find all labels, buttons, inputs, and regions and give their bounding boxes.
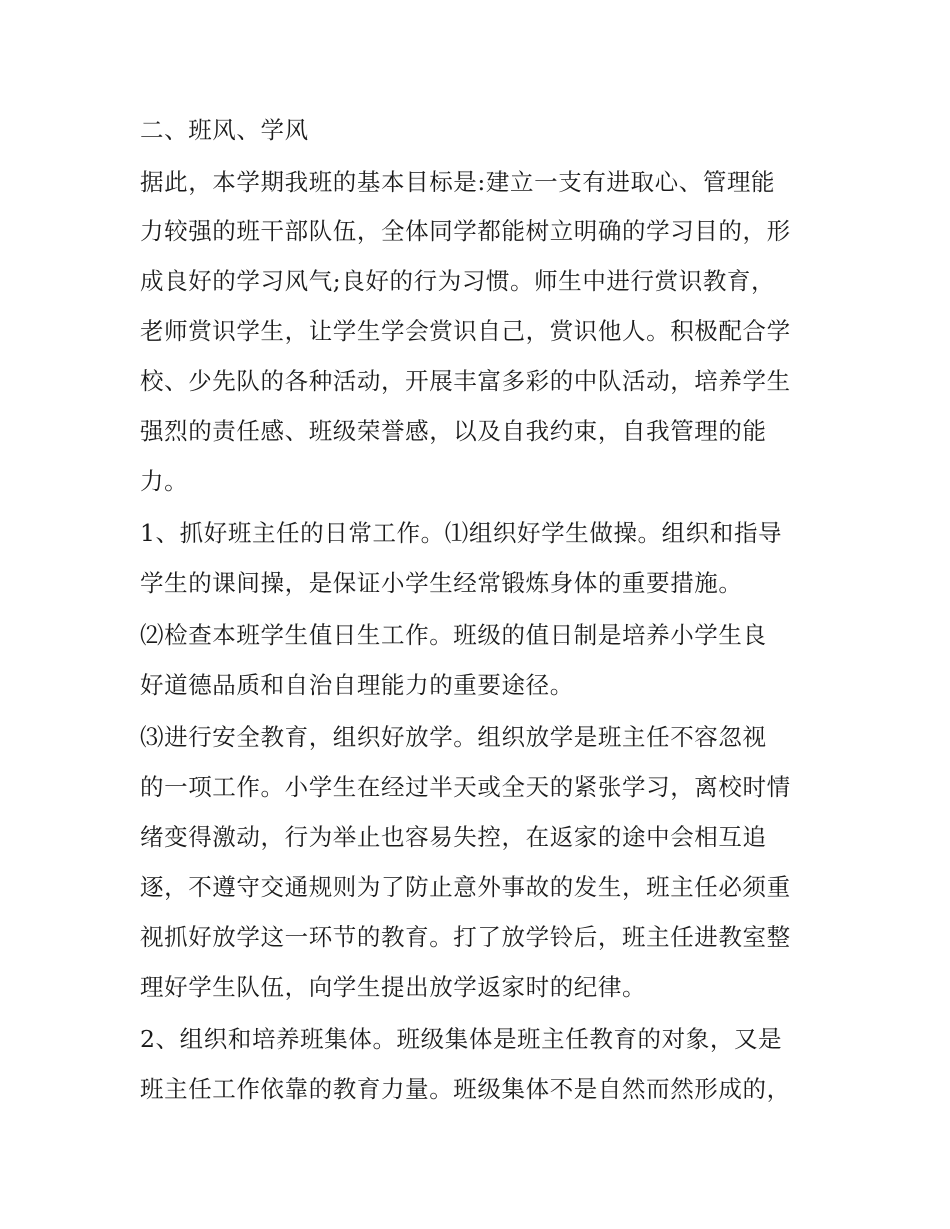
text-line: 绪变得激动，行为举止也容易失控，在返家的途中会相互追 [140,823,767,851]
text-line: ⑶进行安全教育，组织好放学。组织放学是班主任不容忽视 [140,723,767,751]
text-line: 的一项工作。小学生在经过半天或全天的紧张学习，离校时情 [140,773,791,801]
text-line: 理好学生队伍，向学生提出放学返家时的纪律。 [140,973,647,1001]
text-line: 成良好的学习风气;良好的行为习惯。师生中进行赏识教育， [140,267,776,295]
section-heading: 二、班风、学风 [140,116,309,144]
text-line: 2、组织和培养班集体。班级集体是班主任教育的对象，又是 [140,1025,783,1053]
text-line: 好道德品质和自治自理能力的重要途径。 [140,671,574,699]
text-line: 据此，本学期我班的基本目标是:建立一支有进取心、管理能 [140,168,776,196]
text-line: 强烈的责任感、班级荣誉感，以及自我约束，自我管理的能 [140,417,767,445]
text-line: 视抓好放学这一环节的教育。打了放学铃后，班主任进教室整 [140,923,791,951]
text-line: 老师赏识学生，让学生学会赏识自己，赏识他人。积极配合学 [140,317,791,345]
text-line: ⑵检查本班学生值日生工作。班级的值日制是培养小学生良 [140,621,767,649]
text-line: 学生的课间操，是保证小学生经常锻炼身体的重要措施。 [140,569,743,597]
text-line: 班主任工作依靠的教育力量。班级集体不是自然而然形成的， [140,1075,791,1103]
text-line: 校、少先队的各种活动，开展丰富多彩的中队活动，培养学生 [140,367,791,395]
text-line: 力。 [140,467,189,495]
text-line: 逐，不遵守交通规则为了防止意外事故的发生，班主任必须重 [140,873,791,901]
text-line: 力较强的班干部队伍，全体同学都能树立明确的学习目的，形 [140,217,791,245]
text-line: 1、抓好班主任的日常工作。⑴组织好学生做操。组织和指导 [140,519,783,547]
